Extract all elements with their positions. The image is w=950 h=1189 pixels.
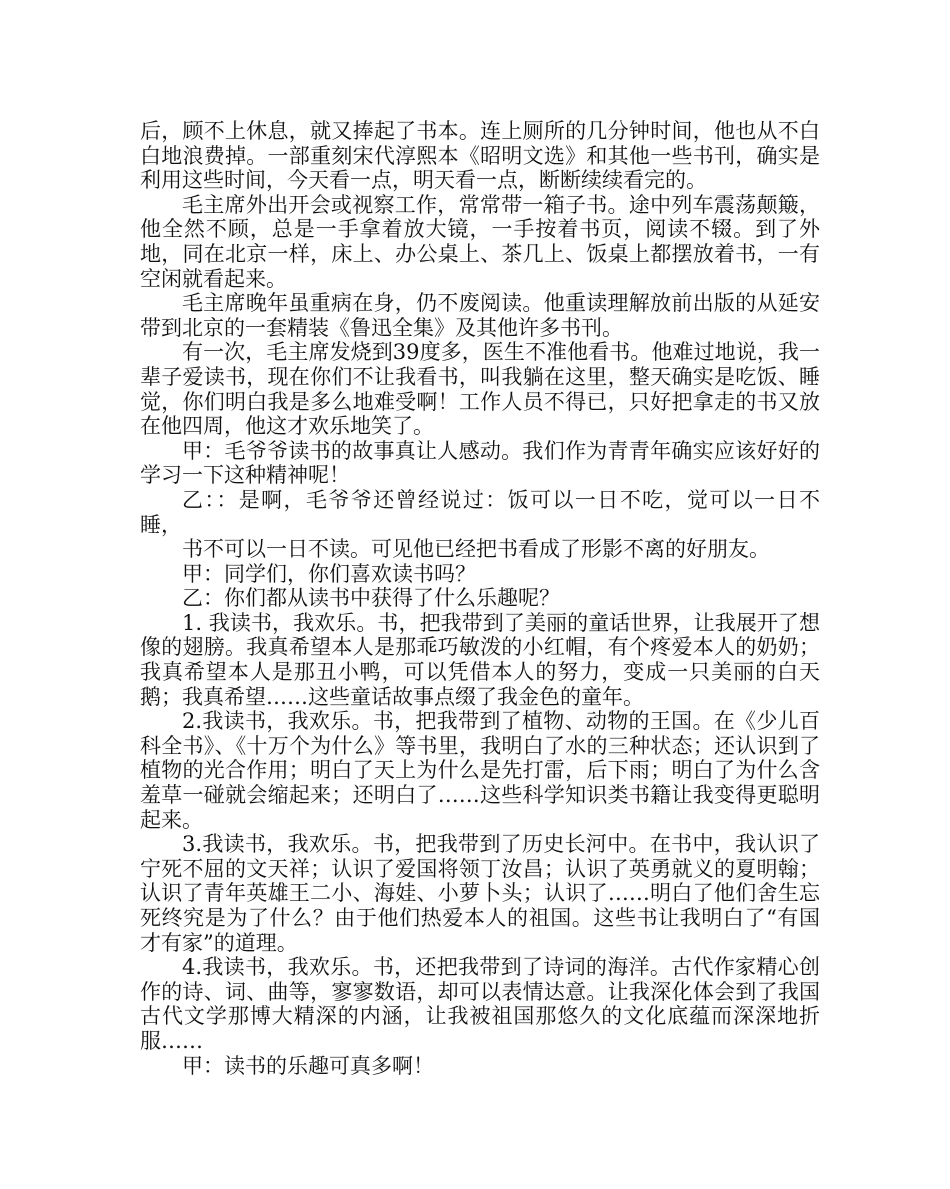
paragraph-8: 甲：同学们，你们喜欢读书吗？ — [182, 561, 476, 586]
paragraph-1: 后，顾不上休息，就又捧起了书本。连上厕所的几分钟时间，他也从不白白地浪费掉。一部重刻宋代淳熙本《昭明文选》和其他一些书刊，确实是利用这些时间，今天看一点，明天看一点，断断续续看完的。 — [140, 119, 820, 193]
paragraph-2: 毛主席外出开会或视察工作，常常带一箱子书。途中列车震荡颠簸，他全然不顾，总是一手拿着放大镜，一手按着书页，阅读不辍。到了外地，同在北京一样，床上、办公桌上、茶几上、饭桌上都摆放着书，一有空闲就看起来。 — [140, 192, 820, 291]
paragraph-3: 毛主席晚年虽重病在身，仍不废阅读。他重读理解放前出版的从延安带到北京的一套精装《鲁迅全集》及其他许多书刊。 — [140, 291, 820, 340]
paragraph-13: 4.我读书，我欢乐。书，还把我带到了诗词的海洋。古代作家精心创作的诗、词、曲等，寥寥数语，却可以表情达意。让我深化体会到了我国古代文学那博大精深的内涵，让我被祖国那悠久的文化底蕴而深深地折服…… — [140, 955, 820, 1053]
paragraph-7: 书不可以一日不读。可见他已经把书看成了形影不离的好朋友。 — [182, 537, 770, 562]
paragraph-14: 甲：读书的乐趣可真多啊！ — [182, 1053, 434, 1078]
paragraph-11: 2.我读书，我欢乐。书，把我带到了植物、动物的王国。在《少儿百科全书》、《十万个为什么》等书里，我明白了水的三种状态；还认识到了植物的光合作用；明白了天上为什么是先打雷，后下雨；明白了为什么含羞草一碰就会缩起来；还明白了……这些科学知识类书籍让我变得更聪明起来。 — [140, 709, 820, 832]
paragraph-4: 有一次，毛主席发烧到39度多，医生不准他看书。他难过地说，我一辈子爱读书，现在你们不让我看书，叫我躺在这里，整天确实是吃饭、睡觉，你们明白我是多么地难受啊！工作人员不得已，只好把拿走的书又放在他四周，他这才欢乐地笑了。 — [140, 340, 820, 439]
paragraph-6: 乙：：是啊，毛爷爷还曾经说过：饭可以一日不吃，觉可以一日不睡， — [140, 487, 820, 537]
paragraph-5: 甲：毛爷爷读书的故事真让人感动。我们作为青青年确实应该好好的学习一下这种精神呢！ — [140, 438, 820, 488]
document-body — [140, 119, 820, 1078]
paragraph-10: 1. 我读书，我欢乐。书，把我带到了美丽的童话世界，让我展开了想像的翅膀。我真希望本人是那乖巧敏泼的小红帽，有个疼爱本人的奶奶；我真希望本人是那丑小鸭，可以凭借本人的努力，变成一只美丽的白天鹅；我真希望……这些童话故事点缀了我金色的童年。 — [140, 610, 820, 709]
paragraph-9: 乙：你们都从读书中获得了什么乐趣呢？ — [182, 586, 560, 611]
paragraph-12: 3.我读书，我欢乐。书，把我带到了历史长河中。在书中，我认识了宁死不屈的文天祥；认识了爱国将领丁汝昌；认识了英勇就义的夏明翰；认识了青年英雄王二小、海娃、小萝卜头；认识了……明白了他们舍生忘死终究是为了什么？由于他们热爱本人的祖国。这些书让我明白了“有国才有家”的道理。 — [140, 832, 820, 955]
